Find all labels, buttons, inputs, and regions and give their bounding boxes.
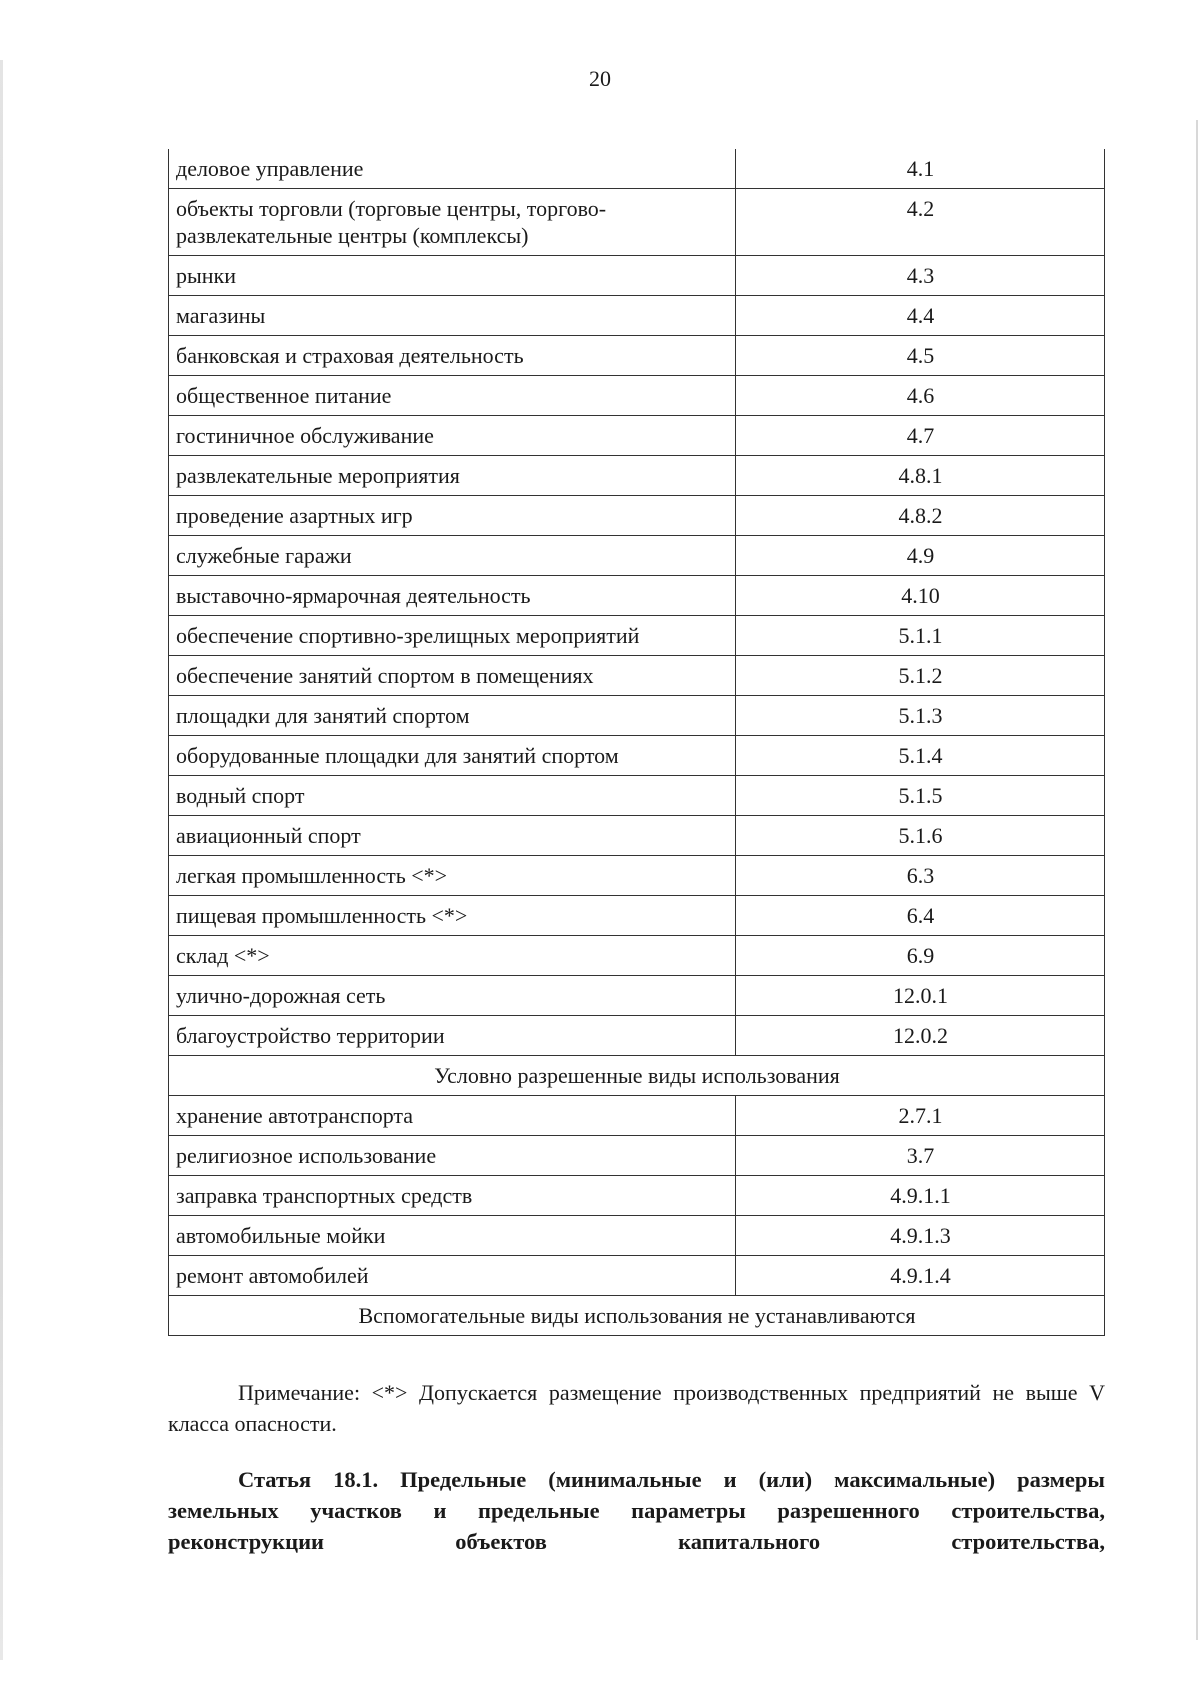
use-code-cell: 4.7 [736,416,1105,456]
use-code-cell: 12.0.1 [736,976,1105,1016]
use-code-cell: 5.1.1 [736,616,1105,656]
use-code-cell: 4.2 [736,189,1105,256]
table-row [169,656,1105,696]
table-row [169,1096,1105,1136]
use-code-cell: 4.9.1.3 [736,1216,1105,1256]
use-name-cell: легкая промышленность <*> [169,856,736,896]
land-use-table-body [169,149,1105,1336]
use-name-cell: авиационный спорт [169,816,736,856]
use-name-cell: объекты торговли (торговые центры, торгово-развлекательные центры (комплексы) [169,189,736,256]
table-row [169,376,1105,416]
use-name-cell: развлекательные мероприятия [169,456,736,496]
table-row [169,416,1105,456]
use-code-cell: 5.1.2 [736,656,1105,696]
use-code-cell: 4.6 [736,376,1105,416]
auxiliary-uses-footer-row [169,1296,1105,1336]
table-row [169,1016,1105,1056]
use-code-cell: 4.9.1.1 [736,1176,1105,1216]
scan-edge-left [0,60,3,1660]
table-row [169,616,1105,656]
table-row [169,496,1105,536]
table-row [169,576,1105,616]
use-name-cell: рынки [169,256,736,296]
page-number: 20 [589,66,611,91]
use-name-cell: оборудованные площадки для занятий спортом [169,736,736,776]
use-code-cell: 5.1.4 [736,736,1105,776]
table-row [169,776,1105,816]
use-code-cell: 6.9 [736,936,1105,976]
use-name-cell: водный спорт [169,776,736,816]
footnote: Примечание: <*> Допускается размещение производственных предприятий не выше V класса опасности. [168,1380,1105,1436]
table-row [169,1176,1105,1216]
use-code-cell: 5.1.5 [736,776,1105,816]
table-row [169,696,1105,736]
use-name-cell: благоустройство территории [169,1016,736,1056]
scan-edge-right [1196,120,1198,1640]
use-code-cell: 4.4 [736,296,1105,336]
table-row [169,149,1105,189]
table-row [169,896,1105,936]
use-name-cell: служебные гаражи [169,536,736,576]
table-row [169,936,1105,976]
table-row [169,336,1105,376]
table-row [169,296,1105,336]
use-name-cell: пищевая промышленность <*> [169,896,736,936]
use-code-cell: 4.1 [736,149,1105,189]
use-code-cell: 5.1.3 [736,696,1105,736]
use-name-cell: гостиничное обслуживание [169,416,736,456]
table-row [169,816,1105,856]
use-name-cell: деловое управление [169,149,736,189]
table-row [169,456,1105,496]
use-name-cell: площадки для занятий спортом [169,696,736,736]
table-row [169,189,1105,256]
use-name-cell: автомобильные мойки [169,1216,736,1256]
use-code-cell: 2.7.1 [736,1096,1105,1136]
conditional-uses-header: Условно разрешенные виды использования [169,1056,1105,1096]
conditional-uses-header-row [169,1056,1105,1096]
use-name-cell: проведение азартных игр [169,496,736,536]
table-row [169,536,1105,576]
table-row [169,856,1105,896]
table-row [169,1256,1105,1296]
use-name-cell: ремонт автомобилей [169,1256,736,1296]
use-name-cell: обеспечение занятий спортом в помещениях [169,656,736,696]
table-row [169,1216,1105,1256]
table-row [169,736,1105,776]
use-name-cell: банковская и страховая деятельность [169,336,736,376]
use-name-cell: магазины [169,296,736,336]
use-code-cell: 4.5 [736,336,1105,376]
use-code-cell: 4.3 [736,256,1105,296]
use-code-cell: 6.4 [736,896,1105,936]
use-code-cell: 4.10 [736,576,1105,616]
use-code-cell: 4.8.2 [736,496,1105,536]
use-name-cell: общественное питание [169,376,736,416]
use-code-cell: 3.7 [736,1136,1105,1176]
use-code-cell: 5.1.6 [736,816,1105,856]
use-code-cell: 12.0.2 [736,1016,1105,1056]
use-code-cell: 4.9 [736,536,1105,576]
use-name-cell: хранение автотранспорта [169,1096,736,1136]
use-name-cell: улично-дорожная сеть [169,976,736,1016]
table-row [169,976,1105,1016]
land-use-table [168,149,1105,1336]
use-name-cell: обеспечение спортивно-зрелищных мероприятий [169,616,736,656]
table-row [169,1136,1105,1176]
table-row [169,256,1105,296]
use-code-cell: 4.8.1 [736,456,1105,496]
use-name-cell: склад <*> [169,936,736,976]
use-name-cell: заправка транспортных средств [169,1176,736,1216]
use-name-cell: выставочно-ярмарочная деятельность [169,576,736,616]
auxiliary-uses-footer: Вспомогательные виды использования не устанавливаются [169,1296,1105,1336]
use-code-cell: 4.9.1.4 [736,1256,1105,1296]
use-name-cell: религиозное использование [169,1136,736,1176]
article-heading: Статья 18.1. Предельные (минимальные и (или) максимальные) размеры земельных участков и предельные параметры разрешенного строительства, реконструкции объектов капитального строительства, [168,1467,1105,1554]
use-code-cell: 6.3 [736,856,1105,896]
